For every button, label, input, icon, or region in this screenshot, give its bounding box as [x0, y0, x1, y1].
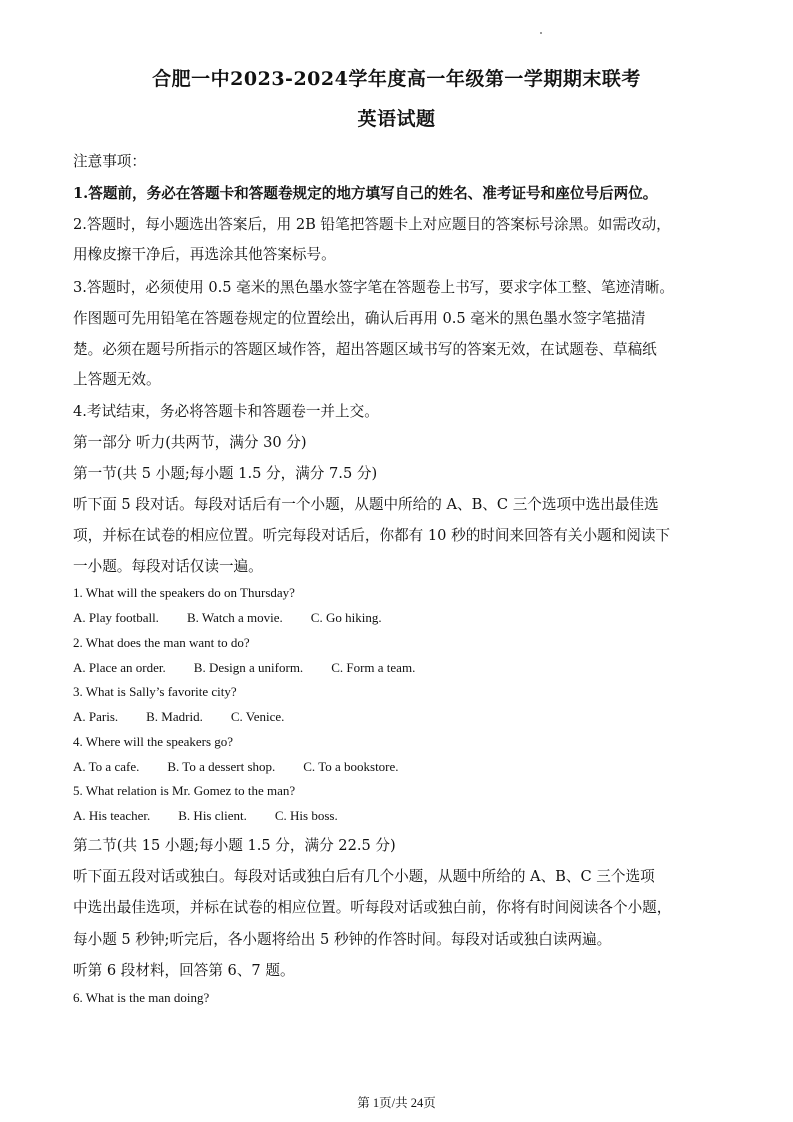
question-4-options [73, 759, 427, 775]
section1-instruction: 项，并标在试卷的相应位置。听完每段对话后，你都有 10 秒的时间来回答有关小题和阅读下 [73, 527, 671, 544]
exam-subtitle: 英语试题 [357, 108, 436, 130]
note-line: 3.答题时，必须使用 0.5 毫米的黑色墨水签字笔在答题卷上书写，要求字体工整、笔迹清晰。 [73, 279, 674, 296]
question-6: 6. What is the man doing? [73, 990, 210, 1005]
note-line: 用橡皮擦干净后，再选涂其他答案标号。 [73, 246, 336, 263]
notes-heading: 注意事项： [73, 153, 146, 170]
option-a: A. Play football. [73, 610, 159, 625]
part1-heading: 第一部分 听力(共两节，满分 30 分) [73, 434, 307, 451]
option-a: A. His teacher. [73, 808, 151, 823]
option-b: B. Design a uniform. [193, 660, 304, 675]
section2-instruction: 听下面五段对话或独白。每段对话或独白后有几个小题，从题中所给的 A、B、C 三个选项 [73, 868, 655, 885]
note-line: 上答题无效。 [73, 371, 161, 388]
question-1: 1. What will the speakers do on Thursday? [73, 585, 295, 600]
option-c: C. His boss. [274, 808, 338, 823]
question-5-options [73, 808, 366, 824]
note-line: 楚。必须在题号所指示的答题区域作答，超出答题区域书写的答案无效，在试题卷、草稿纸 [73, 341, 657, 358]
question-1-options [73, 610, 410, 626]
section1-instruction: 听下面 5 段对话。每段对话后有一个小题，从题中所给的 A、B、C 三个选项中选出最佳选 [73, 496, 659, 513]
question-2: 2. What does the man want to do? [73, 635, 250, 650]
option-c: C. Form a team. [331, 660, 416, 675]
section2-heading: 第二节(共 15 小题;每小题 1.5 分，满分 22.5 分) [73, 837, 396, 854]
option-b: B. Watch a movie. [186, 610, 283, 625]
question-4: 4. Where will the speakers go? [73, 734, 234, 749]
section1-heading: 第一节(共 5 小题;每小题 1.5 分，满分 7.5 分) [73, 465, 378, 482]
option-c: C. To a bookstore. [303, 759, 399, 774]
material-heading: 听第 6 段材料，回答第 6、7 题。 [73, 962, 295, 979]
question-2-options [73, 660, 443, 676]
option-a: A. Paris. [73, 709, 119, 724]
question-3-options [73, 709, 312, 725]
option-b: B. Madrid. [146, 709, 203, 724]
option-a: A. Place an order. [73, 660, 166, 675]
section2-instruction: 中选出最佳选项，并标在试卷的相应位置。听每段对话或独白前，你将有时间阅读各个小题， [73, 899, 672, 916]
question-3: 3. What is Sally’s favorite city? [73, 684, 237, 699]
page-number: 第 1页/共 24页 [357, 1096, 436, 1110]
note-line: 1.答题前，务必在答题卡和答题卷规定的地方填写自己的姓名、准考证号和座位号后两位。 [73, 185, 658, 202]
note-line: 作图题可先用铅笔在答题卷规定的位置绘出，确认后再用 0.5 毫米的黑色墨水签字笔描清 [73, 310, 646, 327]
section1-instruction: 一小题。每段对话仅读一遍。 [73, 558, 263, 575]
scan-speck [540, 32, 542, 34]
option-b: B. His client. [178, 808, 247, 823]
option-c: C. Venice. [230, 709, 285, 724]
exam-title: 合肥一中2023-2024学年度高一年级第一学期期末联考 [152, 68, 641, 90]
option-b: B. To a dessert shop. [167, 759, 276, 774]
note-line: 4.考试结束，务必将答题卡和答题卷一并上交。 [73, 403, 379, 420]
section2-instruction: 每小题 5 秒钟;听完后，各小题将给出 5 秒钟的作答时间。每段对话或独白读两遍。 [73, 931, 612, 948]
question-5: 5. What relation is Mr. Gomez to the man? [73, 783, 296, 798]
note-line: 2.答题时，每小题选出答案后，用 2B 铅笔把答题卡上对应题目的答案标号涂黑。如需改动， [73, 216, 671, 233]
option-c: C. Go hiking. [310, 610, 382, 625]
option-a: A. To a cafe. [73, 759, 140, 774]
